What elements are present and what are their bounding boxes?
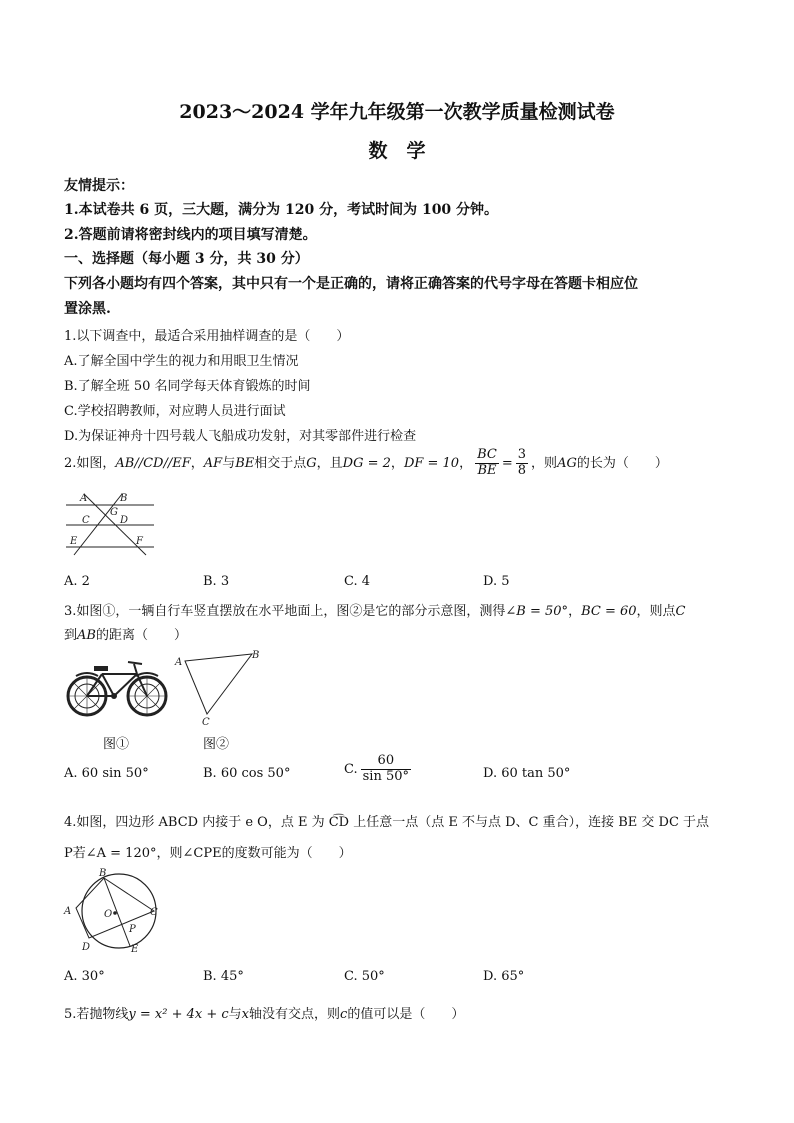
q3-label-c: C (202, 717, 210, 728)
tips-line-1: 1.本试卷共 6 页，三大题，满分为 120 分，考试时间为 100 分钟。 (64, 202, 499, 218)
q3-figure-2-caption: 图② (203, 737, 230, 752)
q3-figure-1-caption: 图① (103, 737, 130, 752)
q4-label-e: E (131, 944, 139, 954)
q3-option-c: C. $\frac{60}{\sin 50^\circ}$ (344, 753, 410, 784)
q4-option-d: D. 65° (483, 969, 525, 984)
q4-label-o: O (104, 909, 113, 920)
q2-label-f: F (136, 536, 143, 547)
q1-option-d: D.为保证神舟十四号载人飞船成功发射，对其零部件进行检查 (64, 429, 417, 444)
exam-title: 2023～2024 学年九年级第一次教学质量检测试卷 (179, 101, 615, 123)
q4-stem-line-1: 4.如图，四边形 ABCD 内接于 e O，点 E 为 C͡D 上任意一点（点 E 不与点 D、C 重合），连接 BE 交 DC 于点 (64, 815, 710, 830)
q3-option-a: A. 60 sin 50° (64, 766, 149, 781)
subject-title: 数 学 (368, 140, 426, 162)
q4-option-a: A. 30° (64, 969, 105, 984)
q2-stem: 2.如图，AB//CD//EF，AF与BE相交于点G，且DG = 2，DF = 10， $\frac{BC}{BE}$ = $\frac{3}{8}$ ，则AG的长为（ ） (64, 447, 668, 478)
q1-option-b: B.了解全班 50 名同学每天体育锻炼的时间 (64, 379, 311, 394)
q2-label-c: C (82, 515, 90, 526)
q1-stem: 1.以下调查中，最适合采用抽样调查的是（ ） (64, 329, 350, 344)
q4-label-b: B (99, 868, 107, 879)
q1-option-a: A.了解全国中学生的视力和用眼卫生情况 (64, 354, 299, 369)
q2-fraction-lhs: $\frac{BC}{BE}$ (477, 447, 497, 478)
q3-stem-line-2: 到AB的距离（ ） (64, 628, 187, 643)
q5-stem: 5.若抛物线y = x² + 4x + c与x轴没有交点，则c的值可以是（ ） (64, 1007, 465, 1022)
q3-bicycle-figure (62, 652, 174, 722)
q2-label-d: D (120, 515, 129, 526)
q2-parallel-lines-figure (64, 490, 160, 560)
q2-label-a: A (80, 493, 88, 504)
q2-option-c: C. 4 (344, 574, 371, 589)
q3-label-b: B (252, 650, 260, 661)
q3-option-b: B. 60 cos 50° (203, 766, 291, 781)
q2-label-e: E (70, 536, 78, 547)
q4-label-a: A (64, 906, 72, 917)
q4-circle-figure (62, 868, 166, 954)
q3-stem-line-1: 3.如图①，一辆自行车竖直摆放在水平地面上，图②是它的部分示意图，测得∠B = 50°，BC = 60，则点C (64, 604, 686, 619)
q3-option-c-fraction: $\frac{60}{\sin 50^\circ}$ (362, 753, 410, 784)
q4-label-p: P (129, 924, 136, 935)
q3-option-d: D. 60 tan 50° (483, 766, 571, 781)
q2-option-a: A. 2 (64, 574, 90, 589)
q2-label-b: B (120, 493, 128, 504)
q4-label-d: D (82, 942, 91, 953)
section-instruction-1: 下列各小题均有四个答案，其中只有一个是正确的，请将正确答案的代号字母在答题卡相应位 (64, 276, 638, 292)
q2-option-b: B. 3 (203, 574, 230, 589)
q2-fraction-rhs: $\frac{3}{8}$ (517, 447, 527, 478)
q3-triangle-figure (172, 648, 266, 728)
q4-option-b: B. 45° (203, 969, 244, 984)
q4-label-c: C (150, 907, 158, 918)
q1-option-c: C.学校招聘教师，对应聘人员进行面试 (64, 404, 286, 419)
q4-option-c: C. 50° (344, 969, 385, 984)
q4-stem-line-2: P若∠A = 120°，则∠CPE的度数可能为（ ） (64, 846, 352, 861)
tips-heading: 友情提示： (64, 178, 134, 194)
section-heading: 一、选择题（每小题 3 分，共 30 分） (64, 251, 309, 267)
q3-label-a: A (175, 657, 183, 668)
section-instruction-2: 置涂黑. (64, 301, 111, 317)
q2-option-d: D. 5 (483, 574, 510, 589)
q2-label-g: G (110, 507, 118, 518)
tips-line-2: 2.答题前请将密封线内的项目填写清楚。 (64, 227, 317, 243)
